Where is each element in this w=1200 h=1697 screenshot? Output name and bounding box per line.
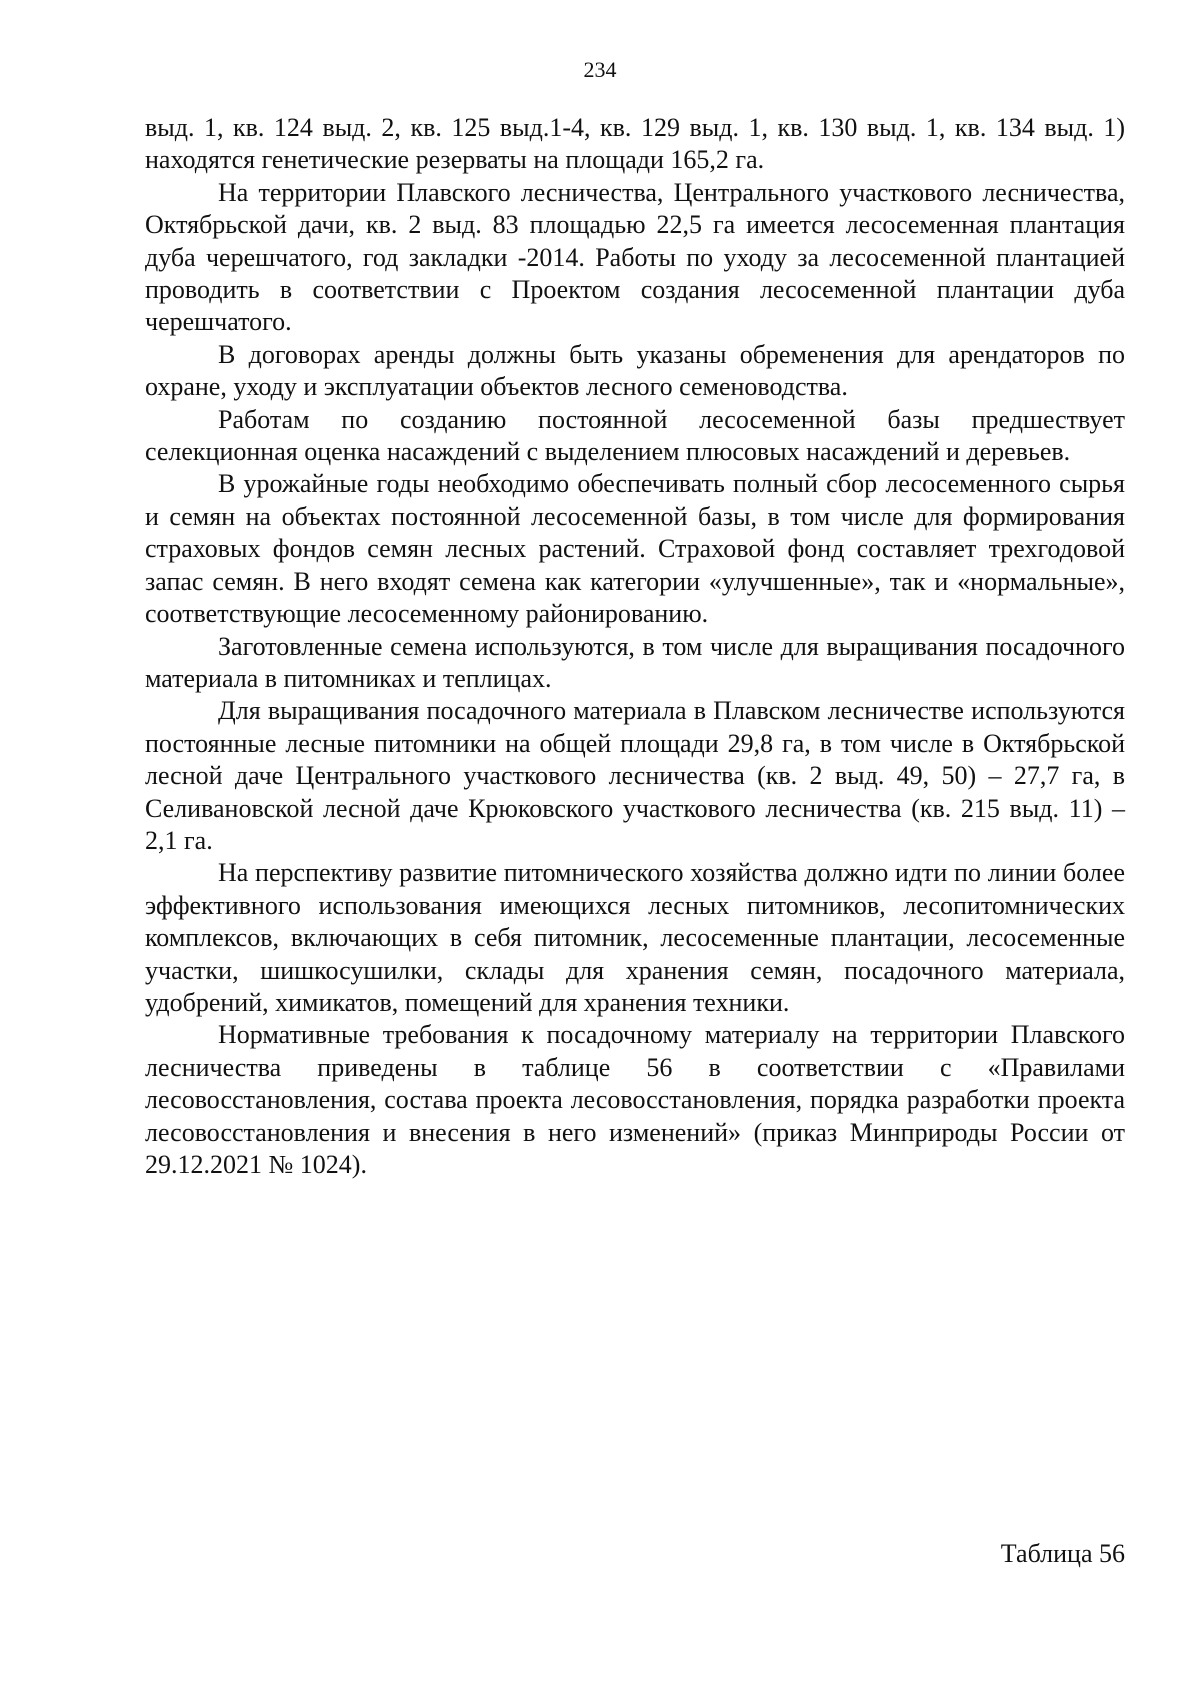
page-number: 234	[583, 57, 617, 82]
paragraph-lease-agreements: В договорах аренды должны быть указаны обременения для арендаторов по охране, уходу и эксплуатации объектов лесного семеноводства.	[145, 339, 1125, 402]
table-caption: Таблица 56	[1000, 1539, 1125, 1568]
paragraph-nurseries: Для выращивания посадочного материала в Плавском лесничестве используются постоянные лесные питомники на общей площади 29,8 га, в том числе в Октябрьской лесной даче Центрального участкового лесничества (кв. 2 выд. 49, 50) – 27,7 га, в Селивановской лесной даче Крюковского участкового лесничества (кв. 215 выд. 11) – 2,1 га.	[145, 696, 1125, 855]
paragraph-seed-base: Работам по созданию постоянной лесосеменной базы предшествует селекционная оценка насаждений с выделением плюсовых насаждений и деревьев.	[145, 404, 1125, 467]
paragraph-nursery-development: На перспективу развитие питомнического хозяйства должно идти по линии более эффективного использования имеющихся лесных питомников, лесопитомнических комплексов, включающих в себя питомник, лесосеменные плантации, лесосеменные участки, шишкосушилки, склады для хранения семян, посадочного материала, удобрений, химикатов, помещений для хранения техники.	[145, 858, 1125, 1017]
body-text	[145, 112, 1125, 1181]
paragraph-insurance-fund: В урожайные годы необходимо обеспечивать полный сбор лесосеменного сырья и семян на объектах постоянной лесосеменной базы, в том числе для формирования страховых фондов семян лесных растений. Страховой фонд составляет трехгодовой запас семян. В него входят семена как категории «улучшенные», так и «нормальные», соответствующие лесосеменному районированию.	[145, 469, 1125, 629]
paragraph-planting-requirements: Нормативные требования к посадочному материалу на территории Плавского лесничества приведены в таблице 56 в соответствии с «Правилами лесовосстановления, состава проекта лесовосстановления, порядка разработки проекта лесовосстановления и внесения в него изменений» (приказ Минприроды России от 29.12.2021 № 1024).	[145, 1020, 1125, 1179]
paragraph-harvested-seeds: Заготовленные семена используются, в том числе для выращивания посадочного материала в питомниках и теплицах.	[145, 631, 1125, 693]
paragraph-seed-plantation: На территории Плавского лесничества, Центрального участкового лесничества, Октябрьской дачи, кв. 2 выд. 83 площадью 22,5 га имеется лесосеменная плантация дуба черешчатого, год закладки -2014. Работы по уходу за лесосеменной плантацией проводить в соответствии с Проектом создания лесосеменной плантации дуба черешчатого.	[145, 177, 1125, 337]
paragraph-genetic-reserves: выд. 1, кв. 124 выд. 2, кв. 125 выд.1-4, кв. 129 выд. 1, кв. 130 выд. 1, кв. 134 выд. 1) находятся генетические резерваты на площади 165,2 га.	[145, 113, 1125, 175]
